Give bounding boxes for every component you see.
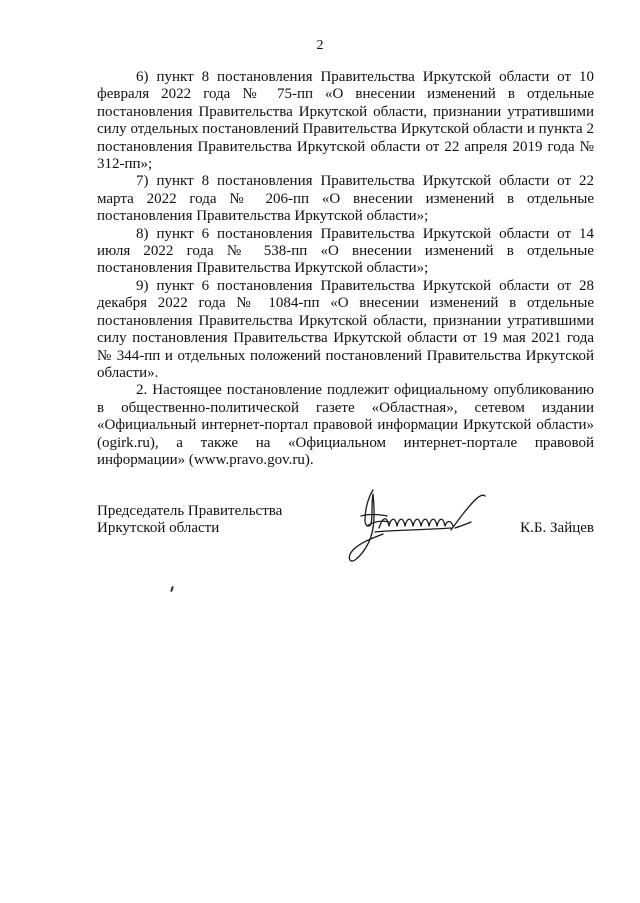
publication-clause: 2. Настоящее постановление подлежит официальному опубликованию в общественно-политической газете «Областная», сетевом издании «Официальный интернет-портал правовой информации Иркутской области» (ogirk.ru), а также на «Официальном интернет-портале правовой информации» (www.pravo.gov.ru). (97, 382, 594, 468)
scan-mark (170, 586, 174, 592)
list-item-8: 8) пункт 6 постановления Правительства Иркутской области от 14 июля 2022 года № 538-пп «О внесении изменений в отдельные постановления Правительства Иркутской области»; (97, 225, 594, 277)
signer-name: К.Б. Зайцев (520, 520, 594, 536)
document-body (97, 69, 594, 469)
signer-position-line-2: Иркутской области (97, 520, 220, 537)
handwritten-signature (343, 486, 493, 576)
list-item-9: 9) пункт 6 постановления Правительства Иркутской области от 28 декабря 2022 года № 1084-пп «О внесении изменений в отдельные постановления Правительства Иркутской области, признании утратившими силу постановления Правительства Иркутской области от 19 мая 2021 года № 344-пп и отдельных положений постановлений Правительства Иркутской области». (97, 277, 594, 381)
list-item-7: 7) пункт 8 постановления Правительства Иркутской области от 22 марта 2022 года № 206-пп «О внесении изменений в отдельные постановления Правительства Иркутской области»; (97, 173, 594, 225)
signer-position-line-1: Председатель Правительства (97, 503, 283, 519)
signer-position (97, 503, 282, 538)
list-item-6: 6) пункт 8 постановления Правительства Иркутской области от 10 февраля 2022 года № 75-пп «О внесении изменений в отдельные постановления Правительства Иркутской области, признании утратившими силу отдельных постановлений Правительства Иркутской области и пункта 2 постановления Правительства Иркутской области от 22 апреля 2019 года № 312-пп»; (97, 69, 594, 173)
page-number: 2 (316, 38, 324, 53)
